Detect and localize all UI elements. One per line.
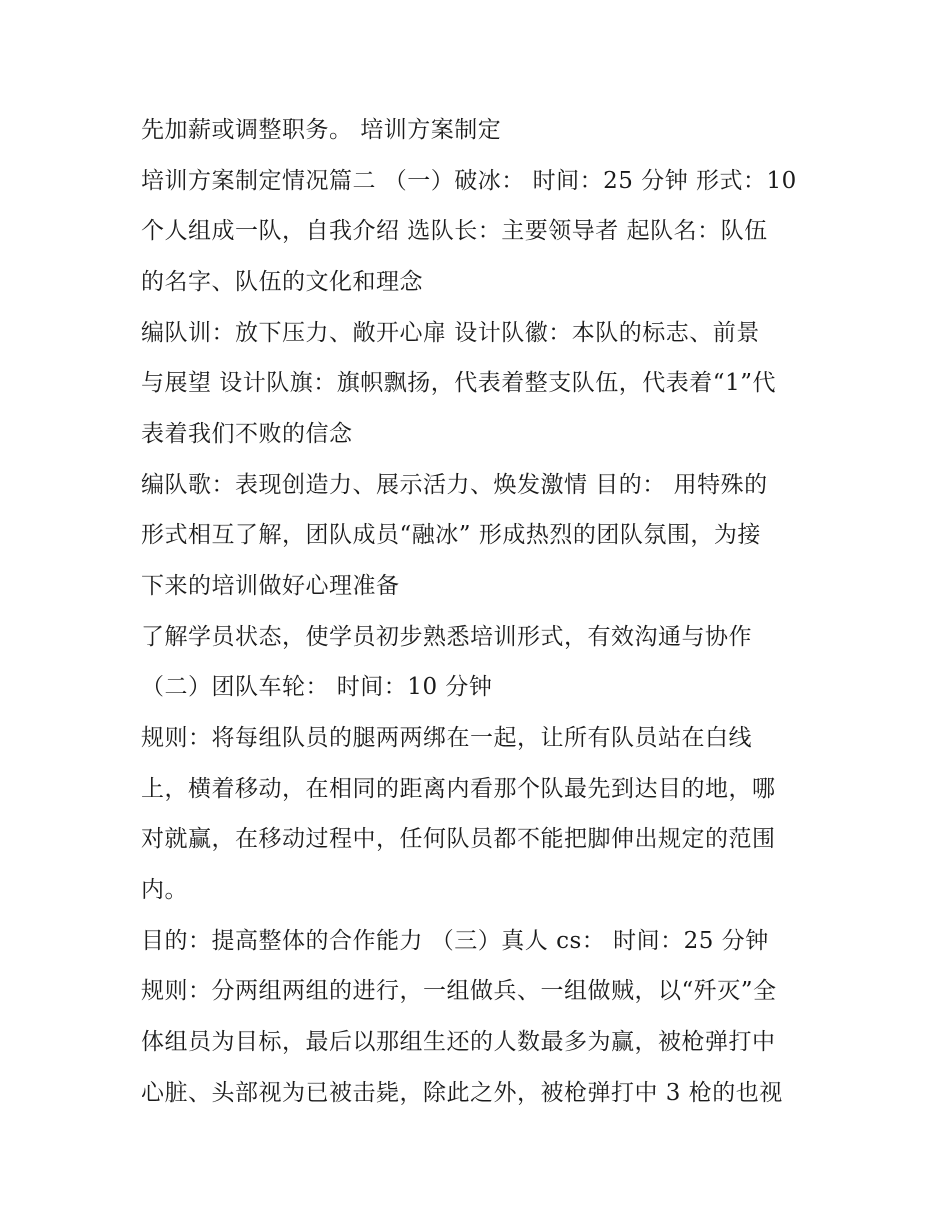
text-line: 形式相互了解，团队成员“融冰” 形成热烈的团队氛围，为接	[141, 522, 761, 548]
text-line: 上，横着移动，在相同的距离内看那个队最先到达目的地，哪	[141, 776, 776, 802]
text-line: 与展望 设计队旗：旗帜飘扬，代表着整支队伍，代表着“1”代	[141, 370, 776, 396]
text-line: 目的：提高整体的合作能力 （三）真人 cs： 时间：25 分钟	[141, 928, 769, 954]
text-line: 个人组成一队，自我介绍 选队长：主要领导者 起队名：队伍	[141, 218, 768, 244]
text-line: 对就赢，在移动过程中，任何队员都不能把脚伸出规定的范围	[141, 826, 776, 852]
text-line: 内。	[141, 877, 188, 903]
text-line: 规则：将每组队员的腿两两绑在一起，让所有队员站在白线	[141, 725, 752, 751]
text-line: 先加薪或调整职务。 培训方案制定	[141, 117, 502, 143]
text-line: 了解学员状态，使学员初步熟悉培训形式，有效沟通与协作	[141, 624, 752, 650]
text-line: 表着我们不败的信念	[141, 421, 353, 447]
text-line: 编队训：放下压力、敞开心扉 设计队徽：本队的标志、前景	[141, 320, 760, 346]
text-line: 编队歌：表现创造力、展示活力、焕发激情 目的： 用特殊的	[141, 472, 768, 498]
text-line: 的名字、队伍的文化和理念	[141, 269, 423, 295]
text-line: 体组员为目标，最后以那组生还的人数最多为赢，被枪弹打中	[141, 1029, 776, 1055]
text-line: 规则：分两组两组的进行，一组做兵、一组做贼，以“歼灭”全	[141, 978, 777, 1004]
text-line: （二）团队车轮： 时间：10 分钟	[141, 674, 493, 700]
text-line: 下来的培训做好心理准备	[141, 573, 400, 599]
text-line: 心脏、头部视为已被击毙，除此之外，被枪弹打中 3 枪的也视	[141, 1080, 783, 1106]
text-line: 培训方案制定情况篇二 （一）破冰： 时间：25 分钟 形式：10	[141, 168, 797, 194]
